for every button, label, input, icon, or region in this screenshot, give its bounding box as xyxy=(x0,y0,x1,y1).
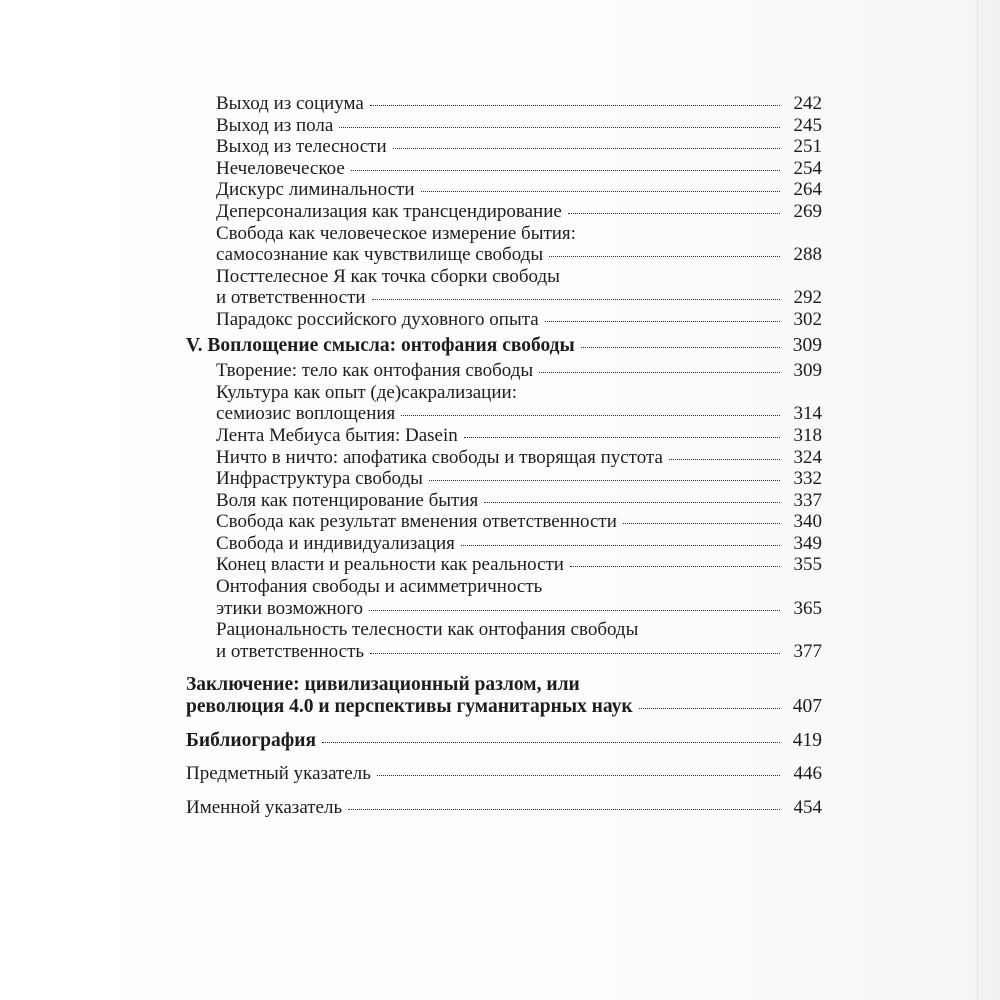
toc-entry-page: 292 xyxy=(793,287,822,309)
toc-entry xyxy=(186,468,822,490)
spacer xyxy=(186,785,822,797)
toc-entry-title: этики возможного xyxy=(216,597,364,619)
leader-dots xyxy=(581,347,780,348)
toc-entry xyxy=(186,641,822,663)
toc-entry-page: 314 xyxy=(793,403,822,425)
leader-dots xyxy=(369,610,780,611)
leader-dots xyxy=(623,523,780,524)
leader-dots xyxy=(549,256,780,257)
leader-dots xyxy=(401,415,780,416)
toc-chapter xyxy=(186,763,822,785)
leader-dots xyxy=(545,321,780,322)
leader-dots xyxy=(377,775,780,776)
spacer xyxy=(186,718,822,730)
toc-entry-title: Свобода и индивидуализация xyxy=(216,532,455,554)
toc-entry-first-line xyxy=(186,382,822,404)
leader-dots xyxy=(669,459,780,460)
toc-entry-title-line1: Культура как опыт (де)сакрализации: xyxy=(216,381,517,403)
leader-dots xyxy=(568,213,780,214)
toc-entry-page: 254 xyxy=(793,157,822,179)
toc-entry-title: и ответственность xyxy=(216,640,365,662)
toc-entry-page: 340 xyxy=(793,511,822,533)
leader-dots xyxy=(421,191,780,192)
toc-entry-title-line1: Рациональность телесности как онтофания свободы xyxy=(216,619,639,641)
toc-chapter-title: революция 4.0 и перспективы гуманитарных наук xyxy=(186,696,633,718)
toc-entry-title-line1: Онтофания свободы и асимметричность xyxy=(216,576,543,598)
toc-entry-title-line1: Свобода как человеческое измерение бытия: xyxy=(216,222,576,244)
toc-entry xyxy=(186,93,822,115)
toc-chapter xyxy=(186,730,822,752)
toc-entry-title: Воля как потенцирование бытия xyxy=(216,489,479,511)
toc-entry xyxy=(186,115,822,137)
toc-entry-title: Выход из социума xyxy=(216,93,364,114)
toc-entry xyxy=(186,554,822,576)
toc-entry-page: 337 xyxy=(793,489,822,511)
toc-entry xyxy=(186,425,822,447)
toc-entry-page: 302 xyxy=(793,308,822,330)
leader-dots xyxy=(570,566,780,567)
leader-dots xyxy=(370,653,780,654)
toc-chapter-title: V. Воплощение смысла: онтофания свободы xyxy=(186,334,575,356)
spacer xyxy=(186,751,822,763)
toc-entry-page: 355 xyxy=(793,554,822,576)
toc-entry xyxy=(186,490,822,512)
toc-entry-page: 365 xyxy=(793,597,822,619)
toc-entry-first-line xyxy=(186,619,822,641)
table-of-contents xyxy=(186,93,822,818)
toc-entry xyxy=(186,533,822,555)
toc-entry-title: Инфраструктура свободы xyxy=(216,468,423,490)
toc-chapter-title: Предметный указатель xyxy=(186,763,371,785)
toc-chapter-title-line1: Заключение: цивилизационный разлом, или xyxy=(186,674,580,696)
leader-dots xyxy=(461,545,780,546)
toc-entry-title: Парадокс российского духовного опыта xyxy=(216,308,539,330)
toc-entry-title: Дискурс лиминальности xyxy=(216,179,415,201)
toc-entry-title: и ответственности xyxy=(216,287,366,309)
toc-entry-page: 377 xyxy=(793,640,822,662)
toc-entry-title: Конец власти и реальности как реальности xyxy=(216,554,564,576)
leader-dots xyxy=(429,480,780,481)
leader-dots xyxy=(639,708,780,709)
toc-chapter xyxy=(186,797,822,819)
toc-entry-title: Свобода как результат вменения ответственности xyxy=(216,511,617,533)
leader-dots xyxy=(348,809,780,810)
toc-chapter-first-line xyxy=(186,674,822,696)
toc-entry-page: 251 xyxy=(793,136,822,158)
toc-chapter-page: 454 xyxy=(793,796,822,818)
spacer xyxy=(186,662,822,674)
toc-entry-title: Выход из пола xyxy=(216,114,334,136)
toc-entry xyxy=(186,244,822,266)
toc-entry-title: Лента Мебиуса бытия: Dasein xyxy=(216,424,458,446)
toc-entry xyxy=(186,179,822,201)
leader-dots xyxy=(393,148,780,149)
toc-chapter-title: Библиография xyxy=(186,729,317,751)
toc-entry-title: самосознание как чувствилище свободы xyxy=(216,244,544,266)
toc-entry xyxy=(186,158,822,180)
toc-chapter-page: 407 xyxy=(792,696,822,718)
toc-entry-first-line xyxy=(186,223,822,245)
toc-entry-page: 324 xyxy=(793,446,822,468)
page-edge-shadow xyxy=(977,0,978,1000)
leader-dots xyxy=(322,742,780,743)
toc-entry-page: 309 xyxy=(793,360,822,382)
toc-entry-page: 264 xyxy=(793,179,822,201)
toc-entry-title: семиозис воплощения xyxy=(216,403,396,425)
toc-entry-page: 269 xyxy=(793,200,822,222)
toc-chapter xyxy=(186,335,822,357)
toc-entry-page: 242 xyxy=(793,93,822,114)
toc-entry-page: 332 xyxy=(793,468,822,490)
leader-dots xyxy=(370,105,780,106)
toc-entry xyxy=(186,201,822,223)
leader-dots xyxy=(339,127,780,128)
toc-entry-title: Творение: тело как онтофания свободы xyxy=(216,360,534,382)
toc-entry-page: 349 xyxy=(793,532,822,554)
leader-dots xyxy=(464,437,780,438)
toc-entry-page: 288 xyxy=(793,244,822,266)
toc-entry xyxy=(186,309,822,331)
toc-entry xyxy=(186,136,822,158)
toc-entry xyxy=(186,598,822,620)
toc-chapter-page: 419 xyxy=(792,729,822,751)
toc-chapter-page: 309 xyxy=(792,334,822,356)
toc-entry-page: 245 xyxy=(793,114,822,136)
toc-entry xyxy=(186,447,822,469)
toc-entry-page: 318 xyxy=(793,424,822,446)
toc-chapter-title: Именной указатель xyxy=(186,796,343,818)
toc-entry xyxy=(186,360,822,382)
leader-dots xyxy=(351,170,780,171)
toc-entry-title: Выход из телесности xyxy=(216,136,387,158)
toc-entry-first-line xyxy=(186,266,822,288)
toc-entry-title-line1: Посттелесное Я как точка сборки свободы xyxy=(216,265,560,287)
toc-entry xyxy=(186,403,822,425)
toc-chapter-page: 446 xyxy=(793,763,822,785)
leader-dots xyxy=(539,372,780,373)
toc-entry-title: Деперсонализация как трансцендирование xyxy=(216,200,562,222)
toc-entry-title: Нечеловеческое xyxy=(216,157,345,179)
leader-dots xyxy=(372,299,780,300)
toc-entry xyxy=(186,511,822,533)
toc-entry-first-line xyxy=(186,576,822,598)
toc-entry-title: Ничто в ничто: апофатика свободы и творящая пустота xyxy=(216,446,663,468)
toc-entry xyxy=(186,287,822,309)
leader-dots xyxy=(484,502,780,503)
toc-chapter xyxy=(186,696,822,718)
